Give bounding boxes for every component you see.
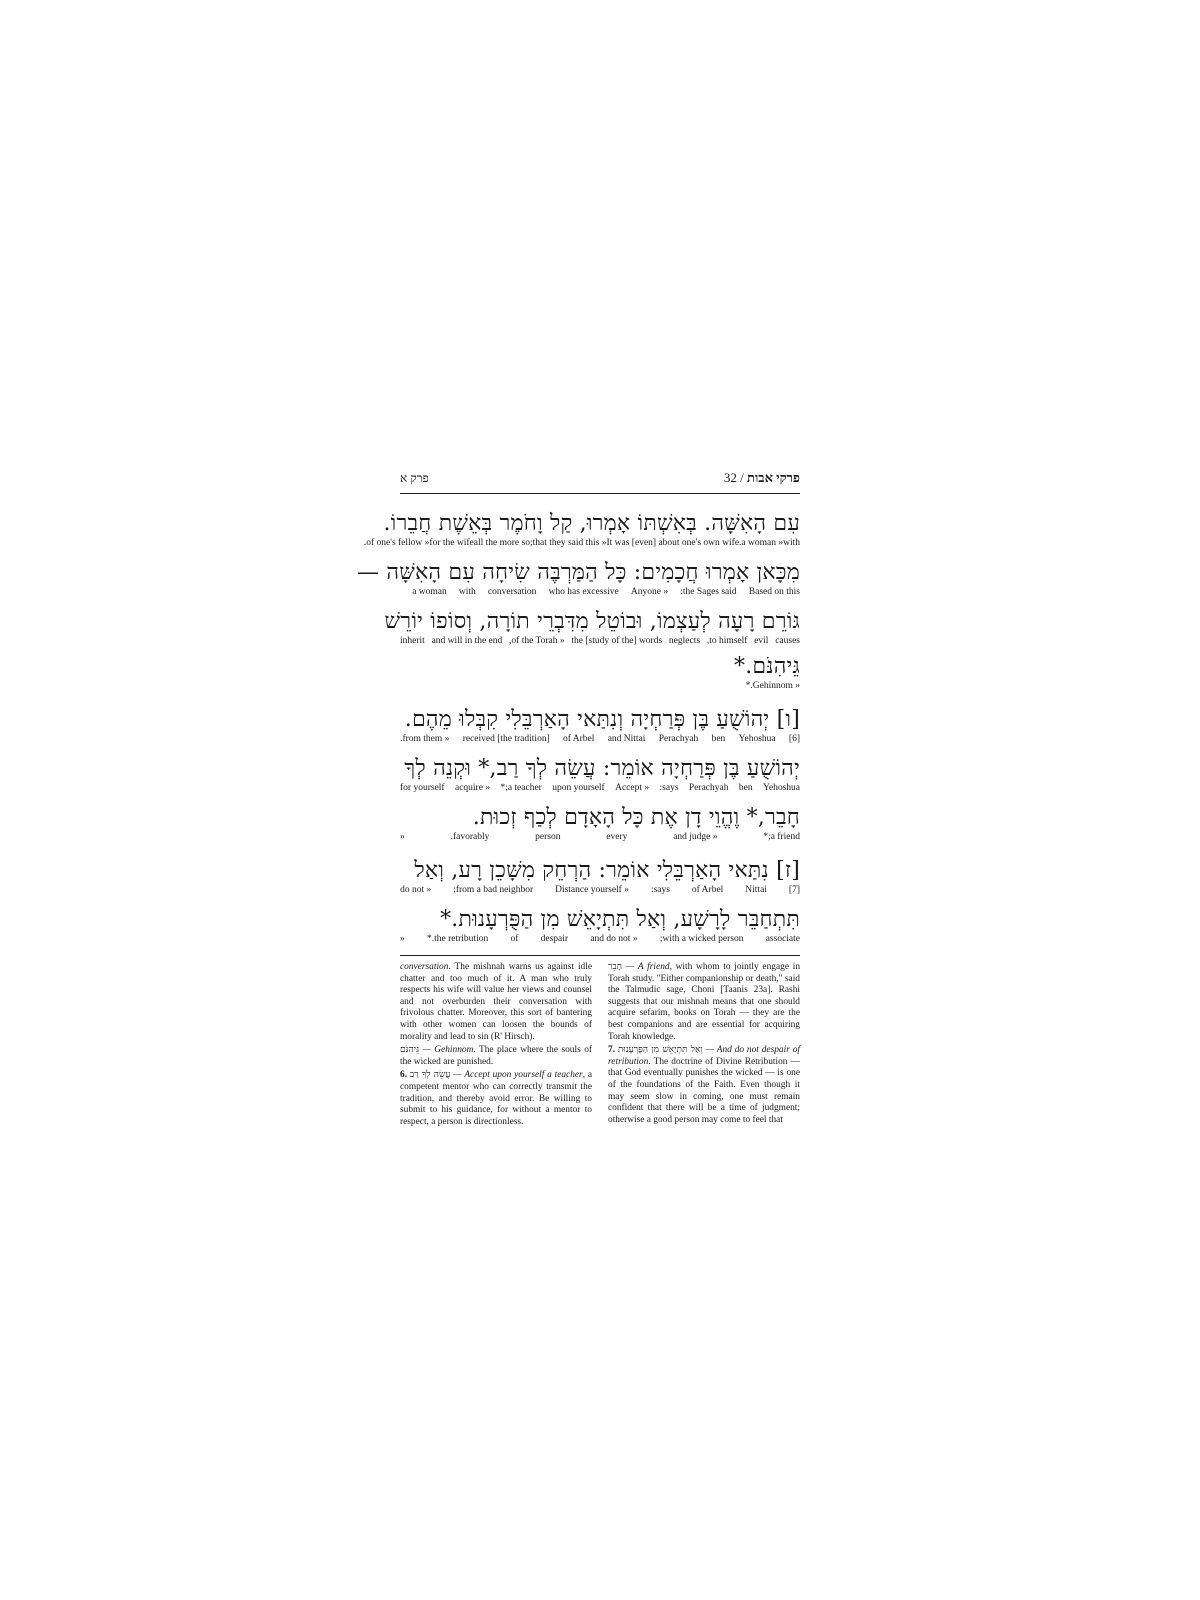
gloss-word: Yehoshua <box>762 783 800 793</box>
gloss-word: upon yourself <box>552 783 605 793</box>
text-line <box>400 857 800 896</box>
gloss-word: person <box>535 832 561 842</box>
gloss-line <box>400 636 800 647</box>
gloss-word: despair <box>540 934 569 944</box>
header-separator: / <box>740 470 744 485</box>
gloss-word: of Arbel <box>691 885 724 895</box>
gloss-word: says: <box>650 885 670 895</box>
commentary <box>400 962 800 1130</box>
gloss-word: evil <box>754 636 769 646</box>
gloss-word: neglects <box>668 636 701 646</box>
text-line <box>400 706 800 745</box>
gloss-word: « of the Torah, <box>509 636 565 646</box>
gloss-word: ben <box>711 734 726 744</box>
page-header <box>400 470 800 494</box>
commentary-column-right <box>608 962 800 1130</box>
gloss-word: who has excessive <box>548 587 619 597</box>
text-line <box>356 559 800 598</box>
hebrew-line: גֵּיהִנֹּם.* <box>734 654 800 679</box>
hebrew-line: יְהוֹשֻׁעַ בֶּן פְּרַחְיָה אוֹמֵר: עֲשֵׂה לְךָ רַב,* וּקְנֵה לְךָ <box>404 756 800 781</box>
lemma-hebrew: גֵּיהִנֹּם <box>400 1045 420 1056</box>
gloss-word: Based on this <box>748 587 800 597</box>
gloss-word: conversation <box>487 587 537 597</box>
gloss-word: for the wife <box>429 538 474 548</box>
running-head <box>724 470 800 486</box>
gloss-word: « acquire <box>454 783 491 793</box>
hebrew-line: [ז] נִתַּאי הָאַרְבֵּלִי אוֹמֵר: הַרְחֵק מִשָּׁכֵן רָע, וְאַל <box>414 858 800 883</box>
gloss-line <box>400 885 800 896</box>
gloss-word: says: <box>659 783 679 793</box>
gloss-word: Perachyah <box>688 783 729 793</box>
gloss-word: the Sages said: <box>680 587 737 597</box>
gloss-word: every <box>606 832 628 842</box>
gloss-word: It was [even] about one's own wife <box>606 538 740 548</box>
commentary-text: . The place where the souls of the wicked are punished. <box>400 1045 592 1067</box>
hebrew-line: [ו] יְהוֹשֻׁעַ בֶּן פְּרַחְיָה וְנִתַּאי הָאַרְבֵּלִי קִבְּלוּ מֵהֶם. <box>404 707 800 732</box>
gloss-word: « of one's fellow. <box>363 538 430 548</box>
gloss-word: and Nittai <box>607 734 646 744</box>
gloss-word: Nittai <box>745 885 767 895</box>
hebrew-line: מִכָּאן אָמְרוּ חֲכָמִים: כָּל הַמַּרְבֶּה שִׂיחָה עִם הָאִשָּׁה — <box>356 560 800 585</box>
lemma-translation: — A friend <box>622 962 670 972</box>
lemma-hebrew: עֲשֵׂה לְךָ רַב <box>409 1070 451 1081</box>
gloss-word: [6] <box>788 734 800 744</box>
gloss-word: of Arbel <box>563 734 595 744</box>
gloss-word: from a bad neighbor; <box>453 885 534 895</box>
commentary-text: . The doctrine of Divine Retribution — that God eventually punishes the wicked — is one of the foundations of the Faith. Even though it may seem slow in coming, one must remain confident that there will be a time of judgment; otherwise a good person may come to feel that <box>608 1056 800 1125</box>
gloss-word: « Distance yourself <box>555 885 629 895</box>
gloss-word: with a wicked person; <box>659 934 744 944</box>
gloss-word: and will in the end <box>431 636 503 646</box>
gloss-word: a friend;* <box>763 832 800 842</box>
hebrew-line: עִם הָאִשָּׁה. בְּאִשְׁתּוֹ אָמְרוּ, קַל וָחֹמֶר בְּאֵשֶׁת חֲבֵרוֹ. <box>383 511 800 536</box>
commentary-entry <box>608 962 800 1043</box>
book-title: פרקי אבות <box>747 470 800 485</box>
commentary-text: , with whom to jointly engage in Torah study. "Either companionship or death," said the Talmudic sage, Choni [Taanis 23a]. Rashi suggests that our mishnah means that one should acquire sefarim, books on Torah — they are the best companions and are essential for acquiring Torah knowledge. <box>608 962 801 1042</box>
gloss-word: the [study of the] words <box>571 636 663 646</box>
text-line <box>400 755 800 794</box>
gloss-line <box>363 538 800 549</box>
book-page <box>356 470 801 1130</box>
gloss-word: with <box>783 538 800 548</box>
gloss-word: the retribution.* <box>427 934 489 944</box>
gloss-line <box>400 934 800 945</box>
gloss-word: « and judge <box>673 832 718 842</box>
text-line <box>400 804 800 843</box>
gloss-word: associate <box>765 934 800 944</box>
lemma-translation: conversation <box>400 962 449 972</box>
gloss-word: « <box>400 934 405 944</box>
gloss-line <box>400 832 800 843</box>
commentary-entry <box>400 962 592 1043</box>
gloss-word: a teacher;* <box>500 783 542 793</box>
gloss-line <box>400 783 800 794</box>
commentary-text: . The mishnah warns us against idle chatter and too much of it. A man who truly respects his wife will value her views and counsel and not overburden their conversation with frivolous chatter. Moreover, this sort of bantering with other women can loosen the bounds of morality and lead to sin (R' Hirsch). <box>400 962 592 1042</box>
page-number: 32 <box>723 470 737 485</box>
commentary-entry <box>608 1045 800 1126</box>
gloss-word: « Anyone <box>630 587 669 597</box>
gloss-word: a woman <box>412 587 447 597</box>
gloss-line <box>400 681 800 692</box>
gloss-word: « a woman. <box>739 538 784 548</box>
gloss-word: all the more so <box>473 538 530 548</box>
commentary-column-left <box>400 962 592 1130</box>
lemma-hebrew: וְאַל תִּתְיָאֵשׁ מִן הַפֻּרְעָנוּת <box>617 1045 703 1056</box>
mishnah-text <box>356 510 800 945</box>
gloss-line <box>400 587 800 598</box>
gloss-word: « from them. <box>400 734 450 744</box>
chapter-label: פרק א <box>400 471 429 485</box>
gloss-word: « do not <box>400 885 432 895</box>
text-line <box>400 653 800 692</box>
commentary-divider <box>400 955 800 956</box>
gloss-word: Yehoshua <box>738 734 776 744</box>
text-line <box>400 906 800 945</box>
lemma-translation: — And do not despair of retribution <box>608 1045 800 1067</box>
lemma-translation: — Accept upon yourself a teacher <box>450 1070 583 1081</box>
gloss-word: ben <box>738 783 753 793</box>
gloss-word: « Accept <box>615 783 650 793</box>
mishnah-number: 6. <box>400 1070 408 1081</box>
text-line <box>384 608 800 647</box>
gloss-word: [7] <box>788 885 800 895</box>
gloss-word: inherit <box>400 636 425 646</box>
gloss-word: to himself, <box>706 636 748 646</box>
commentary-entry <box>400 1070 592 1128</box>
gloss-word: « Gehinnom.* <box>745 681 800 691</box>
gloss-word: received [the tradition] <box>462 734 550 744</box>
gloss-word: « that they said this; <box>529 538 607 548</box>
gloss-word: for yourself <box>400 783 445 793</box>
gloss-word: Perachyah <box>658 734 699 744</box>
gloss-line <box>400 734 800 745</box>
gloss-word: « <box>400 832 405 842</box>
hebrew-line: גּוֹרֵם רָעָה לְעַצְמוֹ, וּבוֹטֵל מִדִּבְרֵי תוֹרָה, וְסוֹפוֹ יוֹרֵשׁ <box>384 609 800 634</box>
lemma-translation: — Gehinnom <box>419 1045 474 1056</box>
gloss-word: favorably. <box>450 832 490 842</box>
hebrew-line: תִּתְחַבֵּר לָרָשָׁע, וְאַל תִּתְיָאֵשׁ מִן הַפֻּרְעָנוּת.* <box>440 907 800 932</box>
gloss-word: of <box>510 934 519 944</box>
gloss-word: « and do not <box>590 934 638 944</box>
text-line <box>363 510 800 549</box>
hebrew-line: חָבֵר,* וֶהֱוֵי דָן אֶת כָּל הָאָדָם לְכַף זְכוּת. <box>472 805 800 830</box>
commentary-text: , a competent mentor who can correctly transmit the tradition, and thereby avoid error. Be willing to submit to his guidance, for without a mentor to respect, a person is directionless. <box>400 1070 592 1127</box>
lemma-hebrew: חָבֵר <box>608 962 623 972</box>
commentary-entry <box>400 1045 592 1068</box>
mishnah-number: 7. <box>608 1045 616 1056</box>
gloss-word: with <box>458 587 476 597</box>
gloss-word: causes <box>775 636 800 646</box>
